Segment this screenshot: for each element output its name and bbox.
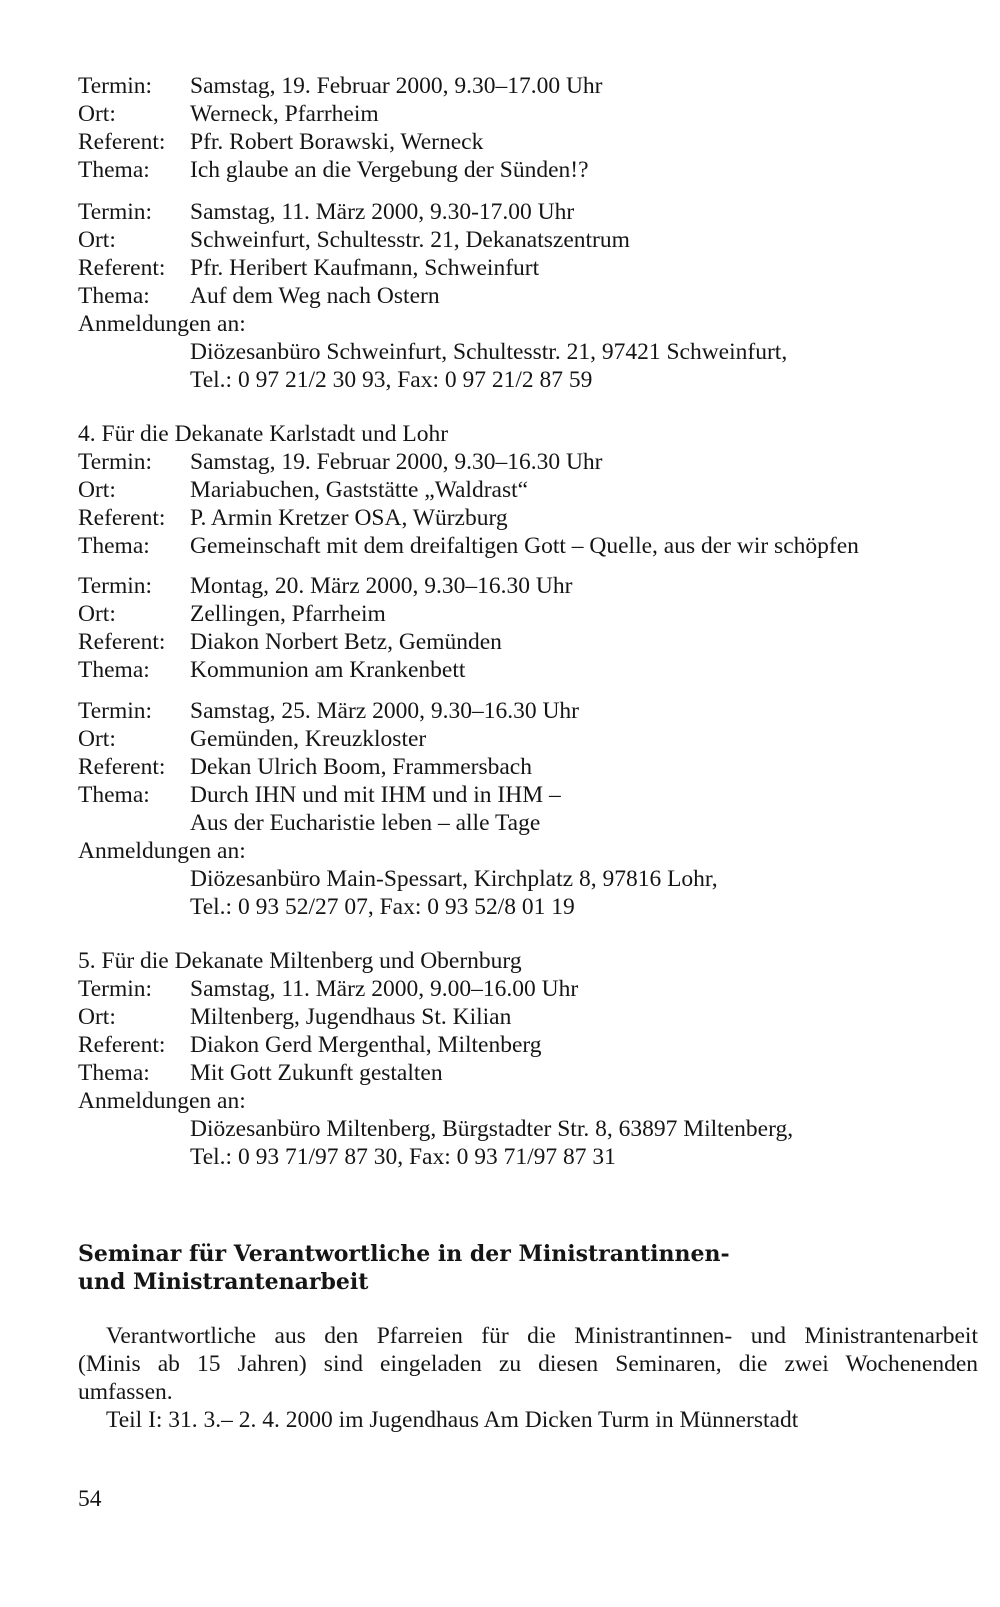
seminar-paragraph: [78, 1322, 978, 1406]
anmeldung-contact: Tel.: 0 93 71/97 87 30, Fax: 0 93 71/97 87 31: [190, 1144, 616, 1170]
referent-row: [78, 628, 502, 656]
referent-value: Pfr. Heribert Kaufmann, Schweinfurt: [190, 255, 540, 281]
anmeldungen-label: Anmeldungen an:: [78, 838, 246, 864]
ort-value: Zellingen, Pfarrheim: [190, 601, 386, 627]
termin-row: [78, 697, 579, 725]
thema-value: Mit Gott Zukunft gestalten: [190, 1060, 443, 1086]
termin-row: [78, 572, 572, 600]
ort-label: Ort:: [78, 1004, 116, 1030]
ort-label: Ort:: [78, 601, 116, 627]
referent-value: P. Armin Kretzer OSA, Würzburg: [190, 505, 508, 531]
thema-row: [78, 781, 561, 809]
termin-label: Termin:: [78, 73, 153, 99]
ort-row: [78, 725, 426, 753]
termin-row: [78, 72, 603, 100]
thema-value: Kommunion am Krankenbett: [190, 657, 466, 683]
referent-label: Referent:: [78, 129, 166, 155]
thema-row: [78, 1059, 443, 1087]
thema-label: Thema:: [78, 1060, 150, 1086]
ort-row: [78, 1003, 511, 1031]
ort-value: Miltenberg, Jugendhaus St. Kilian: [190, 1004, 512, 1030]
anmeldung-contact: Tel.: 0 93 52/27 07, Fax: 0 93 52/8 01 19: [190, 894, 575, 920]
referent-row: [78, 504, 508, 532]
termin-row: [78, 198, 574, 226]
termin-value: Samstag, 11. März 2000, 9.30-17.00 Uhr: [190, 199, 575, 225]
referent-label: Referent:: [78, 255, 166, 281]
thema-label: Thema:: [78, 533, 150, 559]
referent-value: Diakon Norbert Betz, Gemünden: [190, 629, 502, 655]
thema-label: Thema:: [78, 782, 150, 808]
anmeldung-address: Diözesanbüro Miltenberg, Bürgstadter Str. 8, 63897 Miltenberg,: [190, 1116, 794, 1142]
termin-label: Termin:: [78, 199, 153, 225]
seminar-heading-line-1: Seminar für Verantwortliche in der Ministrantinnen-: [78, 1241, 730, 1267]
ort-row: [78, 600, 386, 628]
anmeldung-address: Diözesanbüro Schweinfurt, Schultesstr. 21, 97421 Schweinfurt,: [190, 339, 788, 365]
thema-label: Thema:: [78, 283, 150, 309]
thema-label: Thema:: [78, 157, 150, 183]
thema-continuation: Aus der Eucharistie leben – alle Tage: [190, 810, 541, 836]
termin-label: Termin:: [78, 976, 153, 1002]
referent-value: Dekan Ulrich Boom, Frammersbach: [190, 754, 532, 780]
thema-row: [78, 532, 859, 560]
termin-label: Termin:: [78, 573, 153, 599]
ort-value: Mariabuchen, Gaststätte „Waldrast“: [190, 477, 529, 503]
seminar-heading-line-2: und Ministrantenarbeit: [78, 1269, 369, 1295]
thema-value: Ich glaube an die Vergebung der Sünden!?: [190, 157, 589, 183]
page-number: 54: [78, 1486, 102, 1512]
paragraph-line: (Minis ab 15 Jahren) sind eingeladen zu diesen Seminaren, die zwei Wochenenden: [78, 1351, 978, 1377]
paragraph-line: umfassen.: [78, 1379, 173, 1405]
thema-value: Gemeinschaft mit dem dreifaltigen Gott – Quelle, aus der wir schöpfen: [190, 533, 859, 559]
referent-label: Referent:: [78, 754, 166, 780]
anmeldung-contact: Tel.: 0 97 21/2 30 93, Fax: 0 97 21/2 87 59: [190, 367, 593, 393]
ort-value: Werneck, Pfarrheim: [190, 101, 379, 127]
termin-value: Samstag, 19. Februar 2000, 9.30–16.30 Uhr: [190, 449, 603, 475]
referent-value: Diakon Gerd Mergenthal, Miltenberg: [190, 1032, 542, 1058]
termin-row: [78, 448, 603, 476]
referent-row: [78, 254, 539, 282]
termin-label: Termin:: [78, 449, 153, 475]
referent-value: Pfr. Robert Borawski, Werneck: [190, 129, 484, 155]
referent-row: [78, 753, 532, 781]
referent-label: Referent:: [78, 1032, 166, 1058]
ort-label: Ort:: [78, 726, 116, 752]
thema-value: Durch IHN und mit IHM und in IHM –: [190, 782, 561, 808]
ort-label: Ort:: [78, 227, 116, 253]
teil-line: Teil I: 31. 3.– 2. 4. 2000 im Jugendhaus Am Dicken Turm in Münnerstadt: [106, 1407, 799, 1433]
anmeldung-address: Diözesanbüro Main-Spessart, Kirchplatz 8, 97816 Lohr,: [190, 866, 718, 892]
anmeldungen-label: Anmeldungen an:: [78, 1088, 246, 1114]
ort-row: [78, 476, 528, 504]
thema-row: [78, 656, 465, 684]
referent-label: Referent:: [78, 505, 166, 531]
anmeldungen-label: Anmeldungen an:: [78, 311, 246, 337]
thema-row: [78, 282, 440, 310]
ort-row: [78, 100, 379, 128]
termin-value: Samstag, 25. März 2000, 9.30–16.30 Uhr: [190, 698, 580, 724]
thema-value: Auf dem Weg nach Ostern: [190, 283, 440, 309]
ort-value: Gemünden, Kreuzkloster: [190, 726, 427, 752]
section-heading: 5. Für die Dekanate Miltenberg und Obernburg: [78, 948, 522, 974]
ort-label: Ort:: [78, 477, 116, 503]
termin-label: Termin:: [78, 698, 153, 724]
referent-row: [78, 128, 483, 156]
paragraph-line: Verantwortliche aus den Pfarreien für die Ministrantinnen- und Ministrantenarbeit: [106, 1323, 978, 1349]
referent-label: Referent:: [78, 629, 166, 655]
termin-value: Montag, 20. März 2000, 9.30–16.30 Uhr: [190, 573, 573, 599]
thema-label: Thema:: [78, 657, 150, 683]
ort-value: Schweinfurt, Schultesstr. 21, Dekanatszentrum: [190, 227, 630, 253]
referent-row: [78, 1031, 542, 1059]
ort-row: [78, 226, 630, 254]
termin-value: Samstag, 19. Februar 2000, 9.30–17.00 Uhr: [190, 73, 603, 99]
thema-row: [78, 156, 589, 184]
ort-label: Ort:: [78, 101, 116, 127]
termin-row: [78, 975, 578, 1003]
termin-value: Samstag, 11. März 2000, 9.00–16.00 Uhr: [190, 976, 579, 1002]
section-heading: 4. Für die Dekanate Karlstadt und Lohr: [78, 421, 449, 447]
